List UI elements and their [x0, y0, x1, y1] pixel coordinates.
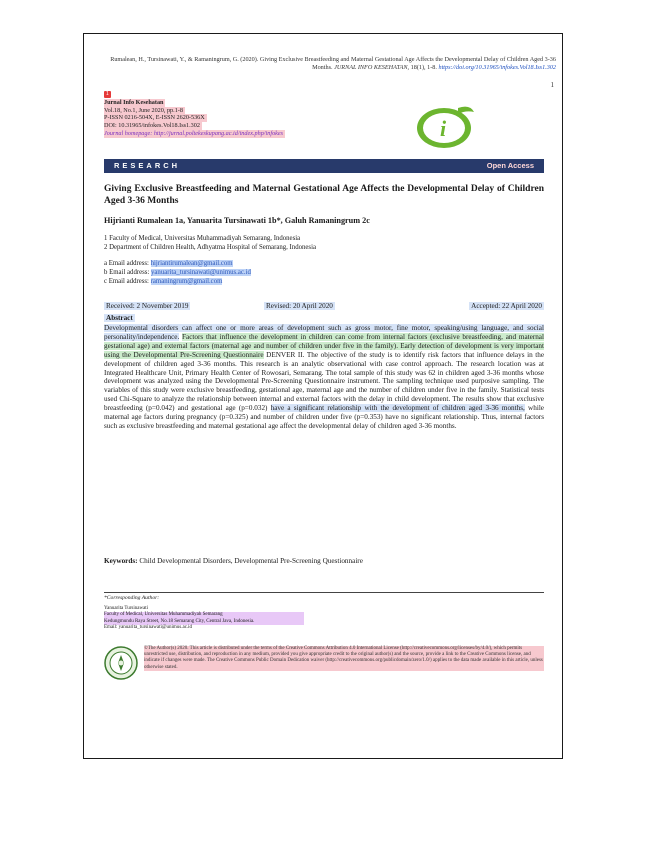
info-icon [414, 98, 478, 154]
annotation-tag: 1 [106, 91, 109, 98]
email-line: a Email address: hijriantirumalean@gmail.com [104, 260, 233, 267]
keywords-label: Keywords: [104, 557, 138, 565]
journal-homepage[interactable]: Journal homepage: http://jurnal.poltekeskupang.ac.id/index.php/infokes [104, 129, 284, 137]
paper-page [83, 33, 563, 759]
license-text: ©The Author(s) 2020. This article is distributed under the terms of the Creative Commons Attribution 4.0 International License (http://creativecommons.org/licenses/by/4.0/), which permits unrestricted use, distribution, and reproduction in any medium, provided you give appropriate credit to the original author(s) and the source, provide a link to the Creative Commons license, and indicate if changes were made. The Creative Commons Public Domain Dedication waiver (http://creativecommons.org/publicdomain/zero/1.0/) applies to the data made available in this article, unless otherwise stated. [144, 646, 543, 670]
corresponding-name: Yanuarita Tursinawati [104, 606, 149, 611]
citation-text: Rumalean, H., Tursinawati, Y., & Ramaningrum, G. (2020). Giving Exclusive Breastfeeding and Maternal Gestational Age Affects the Developmental Delay of Children Aged 3-36 Months. [110, 56, 556, 72]
citation-volume: 18(1), 1-8. [410, 64, 437, 72]
paper-authors: Hijrianti Rumalean 1a, Yanuarita Tursinawati 1b*, Galuh Ramaningrum 2c [104, 216, 370, 225]
open-access-badge: Open Access [486, 161, 534, 170]
abstract-sentence: while maternal age factors during pregnancy (p=0.325) and number of children under five (p=0.353) have no significant relationship. Thus, internal factors such as exclusive breastfeeding and maternal gestational age affect the developmental delay of children aged 3-36 months. [104, 404, 544, 430]
keywords [104, 557, 544, 565]
journal-doi: DOI: 10.31965/infokes.Vol18.Iss1.302 [104, 122, 200, 130]
journal-name: Jurnal Info Kesehatan [104, 98, 164, 106]
date-accepted: Accepted: 22 April 2020 [471, 302, 542, 310]
date-received: Received: 2 November 2019 [106, 302, 189, 310]
keywords-value: Child Developmental Disorders, Developmental Pre-Screening Questionnaire [139, 557, 363, 565]
journal-issn: P-ISSN 0216-504X, E-ISSN 2620-536X [104, 114, 205, 122]
corresponding-email[interactable]: Email: yanuarita_tursinawati@unimus.ac.id [104, 625, 193, 631]
date-revised: Revised: 20 April 2020 [266, 302, 333, 310]
journal-volume: Vol.18, No.1, June 2020, pp.1-8 [104, 106, 183, 114]
abstract-sentence: Developmental disorders can affect one or more areas of development such as gross motor, fine motor, speaking/using language, and social personality/independence. [104, 324, 544, 341]
publication-dates [104, 302, 544, 312]
affiliations [104, 234, 544, 252]
email-line: c Email address: ramaningrum@gmail.com [104, 278, 223, 286]
corresponding-label: *Corresponding Author: [104, 595, 160, 601]
corresponding-address: Kedungmundu Raya Street, No.18 Semarang City, Central Java, Indonesia. [104, 619, 304, 625]
corresponding-info [104, 606, 304, 632]
journal-logo [414, 98, 478, 159]
abstract-sentence: Factors that influence the development in children can come from internal factors (exclusive breastfeeding, and maternal gestational age) and external factors (maternal age and number of children under five in the family). Early detection of development is very important using the Developmental Pre-Screening Questionnaire [104, 332, 544, 359]
university-seal-icon [104, 646, 138, 680]
email-link[interactable]: yanuarita_tursinawati@unimus.ac.id [151, 269, 251, 277]
email-link[interactable]: ramaningrum@gmail.com [150, 278, 223, 286]
citation-journal: JURNAL INFO KESEHATAN [334, 64, 408, 72]
section-bar [104, 159, 544, 173]
abstract-sentence: DENVER II. The objective of the study is to identify risk factors that influence delays in the development of children aged 3-36 months. [104, 350, 545, 368]
emails [104, 259, 544, 287]
email-link[interactable]: hijriantirumalean@gmail.com [150, 260, 233, 267]
affiliation-item: 1 Faculty of Medical, Universitas Muhammadiyah Semarang, Indonesia [104, 235, 301, 242]
abstract-heading: Abstract [106, 314, 133, 322]
footnote-divider [104, 592, 544, 593]
abstract-sentence: This research is an analytic observational with case control approach. The research location was at Integrated Healthcare Unit, Primary Health Center of Rowosari, Semarang. The total sample of this study was 62 in children aged 3-36 months whose development was analyzed using the Developmental Pre-Screening Questionnaire instrument. The sampling technique used purposive sampling. The variables of this study were exclusive breastfeeding, gestational age, maternal age and the number of children under five in the family. Statistical tests used Chi-Square to analyze the relationship between internal and external factors with the delay in child development. [104, 359, 544, 404]
license-block [104, 644, 544, 684]
paper-title: Giving Exclusive Breastfeeding and Maternal Gestational Age Affects the Developmental Delay of Children Aged 3-36 Months [104, 184, 544, 206]
abstract-sentence: The results show that exclusive breastfeeding (p=0.042) and gestational age (p=0.032) [104, 395, 544, 413]
email-line: b Email address: yanuarita_tursinawati@unimus.ac.id [104, 269, 251, 277]
corresponding-affiliation: Faculty of Medical, Universitas Muhammadiyah Semarang [104, 612, 304, 618]
abstract-body [104, 324, 544, 431]
abstract-sentence: have a significant relationship with the development of children aged 3-36 months, [270, 404, 525, 413]
journal-info [104, 91, 464, 138]
logo-letter: i [440, 116, 447, 141]
citation-header: Rumalean, H., Tursinawati, Y., & Ramaningrum, G. (2020). Giving Exclusive Breastfeeding and Maternal Gestational Age Affects the Developmental Delay of Children Aged 3-36 Months. JURNAL INFO KESEHATAN, 18(1), 1-8. https://doi.org/10.31965/infokes.Vol18.Iss1.302 [110, 56, 556, 72]
citation-doi-link[interactable]: https://doi.org/10.31965/infokes.Vol18.Iss1.302 [438, 64, 556, 72]
page-number: 1 [550, 81, 554, 89]
section-label: RESEARCH [114, 161, 181, 170]
affiliation-item: 2 Department of Children Health, Adhyatma Hospital of Semarang, Indonesia [104, 244, 316, 252]
